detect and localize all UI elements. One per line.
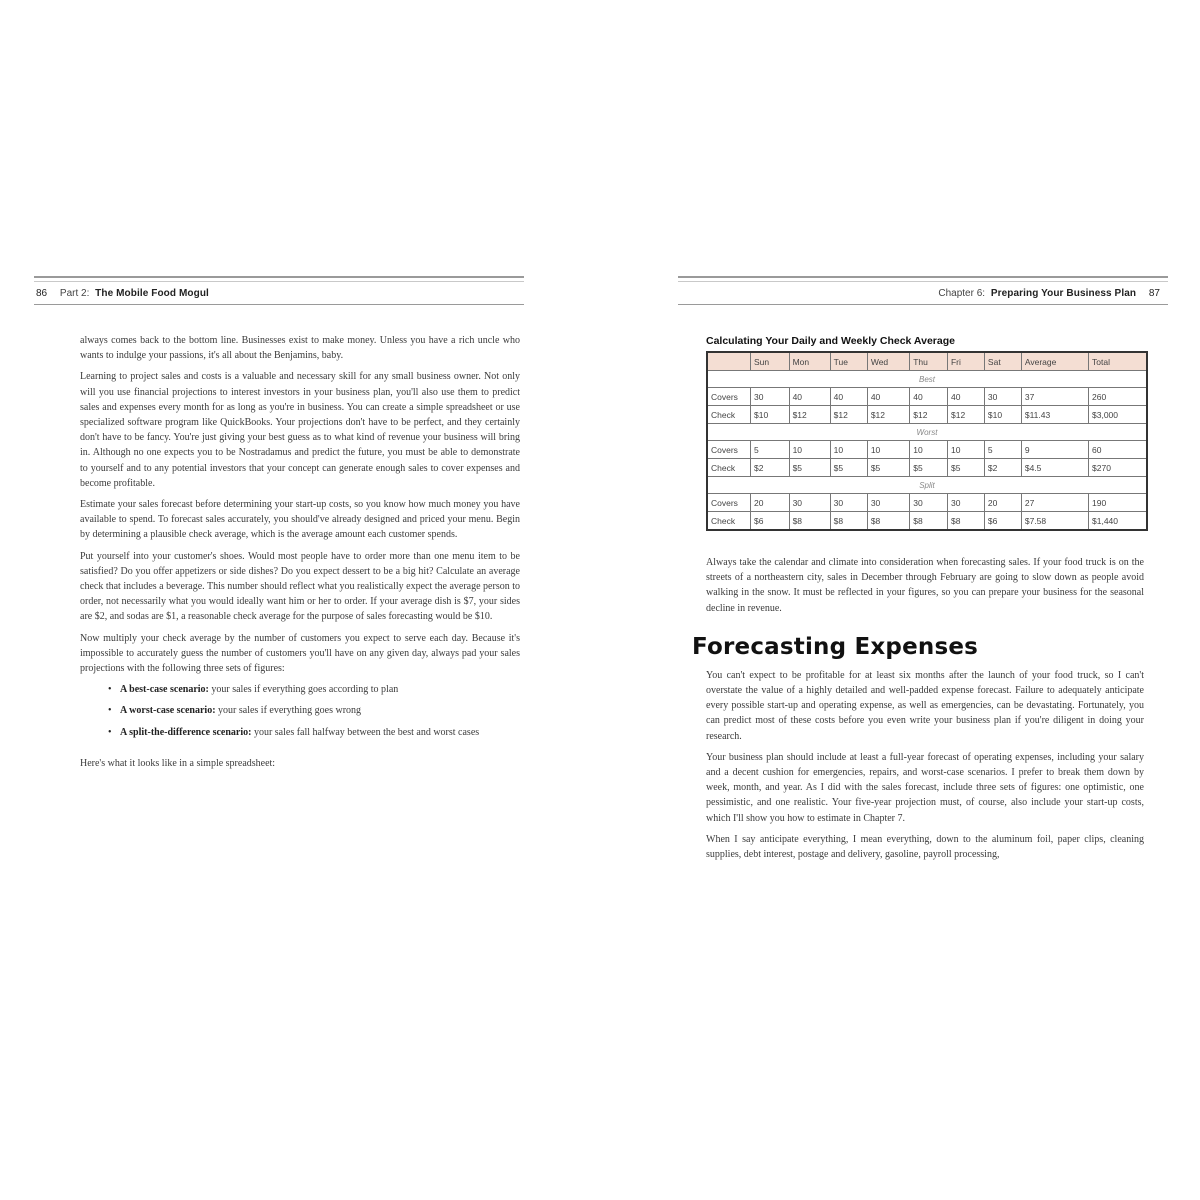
table-cell: 30 — [789, 494, 830, 512]
table-cell: 260 — [1089, 388, 1147, 406]
table-cell: 20 — [984, 494, 1021, 512]
bullet-text: your sales if everything goes wrong — [218, 705, 362, 717]
paragraph: Always take the calendar and climate into consideration when forecasting sales. If your food truck is on the streets of a northeastern city, sales in December through February are going to slow down as people avoid walking in the snow. It must be reflected in your figures, so you can prepare your business for the seasonal decline in revenue. — [706, 557, 1144, 614]
table-cell: 20 — [751, 494, 790, 512]
table-cell: $270 — [1089, 459, 1147, 477]
section-label: Best — [707, 371, 1147, 388]
column-header: Wed — [867, 352, 909, 371]
table-cell: $12 — [910, 406, 948, 424]
right-running-title: Preparing Your Business Plan — [990, 288, 1137, 299]
table-cell: $12 — [947, 406, 984, 424]
list-item — [108, 703, 520, 718]
table-cell: $12 — [789, 406, 830, 424]
table-row — [707, 459, 1147, 477]
column-header — [707, 352, 751, 371]
row-label: Check — [707, 459, 751, 477]
paragraph: Estimate your sales forecast before determining your start-up costs, so you know how much money you have available to spend. To forecast sales accurately, you should've already designed and priced your menu. Begin by determining a plausible check average, which is the average amount each customer spends. — [80, 499, 520, 541]
table-section-row — [707, 371, 1147, 388]
column-header: Average — [1021, 352, 1088, 371]
table-cell: $2 — [984, 459, 1021, 477]
table-cell: $6 — [984, 512, 1021, 531]
table-cell: 10 — [910, 441, 948, 459]
table-cell: $10 — [984, 406, 1021, 424]
check-average-table — [706, 351, 1148, 531]
row-label: Covers — [707, 388, 751, 406]
table-cell: 10 — [947, 441, 984, 459]
table-cell: 60 — [1089, 441, 1147, 459]
table-cell: $2 — [751, 459, 790, 477]
bullet-text: your sales fall halfway between the best and worst cases — [253, 726, 480, 738]
table-cell: $5 — [867, 459, 909, 477]
paragraph: You can't expect to be profitable for at least six months after the launch of your food truck, so I can't overstate the value of a highly detailed and well-padded expense forecast. Failure to adequately anticipate every possible start-up and operating expense, as well as emergencies, can be devastating. Fortunately, you can predict most of these costs before you even write your business plan if you're diligent in doing your research. — [706, 669, 1144, 742]
table-row — [707, 406, 1147, 424]
paragraph: Learning to project sales and costs is a valuable and necessary skill for any small business owner. Not only will you use financial projections to interest investors in your business plan, you'll also use them to predict sales and expenses every month for as long as you're in business. You can create a simple spreadsheet or use specialized software program like QuickBooks. Your projections don't have to be perfect, and they certainly don't have to be fancy. You're just giving your best guess as to what kind of revenue your business will bring in. Although no one expects you to be Nostradamus and predict the future, you must be able to demonstrate to yourself and to any potential investors that your concept can generate enough sales to cover expenses and become profitable. — [80, 371, 520, 489]
table-cell: 30 — [984, 388, 1021, 406]
column-header: Total — [1089, 352, 1147, 371]
section-label: Split — [707, 477, 1147, 494]
table-section-row — [707, 424, 1147, 441]
table-cell: $12 — [830, 406, 867, 424]
left-page — [34, 276, 524, 777]
row-label: Check — [707, 406, 751, 424]
table-section-row — [707, 477, 1147, 494]
table-cell: 30 — [947, 494, 984, 512]
table-cell: 37 — [1021, 388, 1088, 406]
table-cell: 40 — [867, 388, 909, 406]
row-label: Check — [707, 512, 751, 531]
table-caption: Calculating Your Daily and Weekly Check Average — [706, 335, 955, 347]
list-item — [108, 725, 520, 740]
table-cell: 40 — [830, 388, 867, 406]
bullet-term: A split-the-difference scenario: — [120, 726, 252, 738]
table-cell: $8 — [789, 512, 830, 531]
table-cell: 10 — [867, 441, 909, 459]
column-header: Sat — [984, 352, 1021, 371]
table-cell: 190 — [1089, 494, 1147, 512]
row-label: Covers — [707, 494, 751, 512]
paragraph: Your business plan should include at least a full-year forecast of operating expenses, including your salary and a decent cushion for emergencies, repairs, and worst-case scenarios. I prefer to break them down by week, month, and year. As I did with the sales forecast, include three sets of figures: one optimistic, one pessimistic, and one realistic. Your five-year projection must, of course, also include your start-up costs, which I'll show you how to estimate in Chapter 7. — [706, 751, 1144, 824]
table-row — [707, 494, 1147, 512]
paragraph: When I say anticipate everything, I mean everything, down to the aluminum foil, paper clips, cleaning supplies, debt interest, postage and delivery, gasoline, payroll processing, — [706, 833, 1144, 861]
scenario-list — [80, 682, 520, 740]
paragraph: Put yourself into your customer's shoes. Would most people have to order more than one menu item to be satisfied? Do you offer appetizers or side dishes? Do you expect dessert to be a big hit? Calculate an average check that includes a beverage. This number should reflect what you realistically expect the average person to order, not necessarily what you would ideally want him or her to order. If your average dish is $7, your sides are $2, and sodas are $1, a reasonable check average for the purpose of sales forecasting would be $10. — [80, 550, 520, 623]
table-cell: 10 — [789, 441, 830, 459]
table-cell: $8 — [910, 512, 948, 531]
table-cell: $5 — [789, 459, 830, 477]
table-cell: $11.43 — [1021, 406, 1088, 424]
table-cell: $5 — [830, 459, 867, 477]
table-cell: $12 — [867, 406, 909, 424]
table-row — [707, 388, 1147, 406]
table-row — [707, 512, 1147, 531]
right-body-text-2 — [706, 668, 1144, 862]
column-header: Thu — [910, 352, 948, 371]
right-body-text — [706, 555, 1144, 616]
table-row — [707, 441, 1147, 459]
table-cell: 10 — [830, 441, 867, 459]
section-heading: Forecasting Expenses — [692, 633, 979, 660]
bullet-text: your sales if everything goes according to plan — [211, 684, 399, 696]
right-running-head — [678, 276, 1168, 305]
table-cell: $4.5 — [1021, 459, 1088, 477]
paragraph: Now multiply your check average by the number of customers you expect to serve each day. Because it's impossible to accurately guess the number of customers you'll have on any given day, always pad your sales projections with the following three sets of figures: — [80, 632, 520, 675]
column-header: Mon — [789, 352, 830, 371]
table-cell: 5 — [751, 441, 790, 459]
right-chapter-label: Chapter 6: — [938, 288, 986, 299]
table-cell: 30 — [830, 494, 867, 512]
table-cell: 27 — [1021, 494, 1088, 512]
column-header: Tue — [830, 352, 867, 371]
table-cell: 30 — [867, 494, 909, 512]
bullet-term: A worst-case scenario: — [120, 705, 216, 717]
table-cell: $7.58 — [1021, 512, 1088, 531]
paragraph: always comes back to the bottom line. Businesses exist to make money. Unless you have a rich uncle who wants to indulge your passions, it's all about the Benjamins, baby. — [80, 335, 520, 362]
table-header-row — [707, 352, 1147, 371]
table-cell: 5 — [984, 441, 1021, 459]
column-header: Fri — [947, 352, 984, 371]
table-cell: 40 — [910, 388, 948, 406]
table-cell: $8 — [947, 512, 984, 531]
table-cell: 9 — [1021, 441, 1088, 459]
table-cell: 40 — [789, 388, 830, 406]
table-cell: 40 — [947, 388, 984, 406]
list-item — [108, 682, 520, 697]
paragraph: Here's what it looks like in a simple spreadsheet: — [80, 757, 276, 769]
left-page-number: 86 — [36, 288, 48, 299]
right-page-number: 87 — [1148, 288, 1160, 299]
table-cell: 30 — [910, 494, 948, 512]
left-part-label: Part 2: — [59, 288, 90, 299]
right-page — [678, 276, 1168, 868]
column-header: Sun — [751, 352, 790, 371]
row-label: Covers — [707, 441, 751, 459]
table-cell: $5 — [910, 459, 948, 477]
table-cell: $1,440 — [1089, 512, 1147, 531]
left-running-head — [34, 276, 524, 305]
table-cell: $10 — [751, 406, 790, 424]
table-cell: $5 — [947, 459, 984, 477]
table-cell: $8 — [830, 512, 867, 531]
table-cell: $3,000 — [1089, 406, 1147, 424]
table-cell: $6 — [751, 512, 790, 531]
left-running-title: The Mobile Food Mogul — [95, 288, 209, 299]
table-cell: $8 — [867, 512, 909, 531]
table-cell: 30 — [751, 388, 790, 406]
left-body-text — [80, 333, 520, 771]
section-label: Worst — [707, 424, 1147, 441]
bullet-term: A best-case scenario: — [120, 684, 209, 696]
